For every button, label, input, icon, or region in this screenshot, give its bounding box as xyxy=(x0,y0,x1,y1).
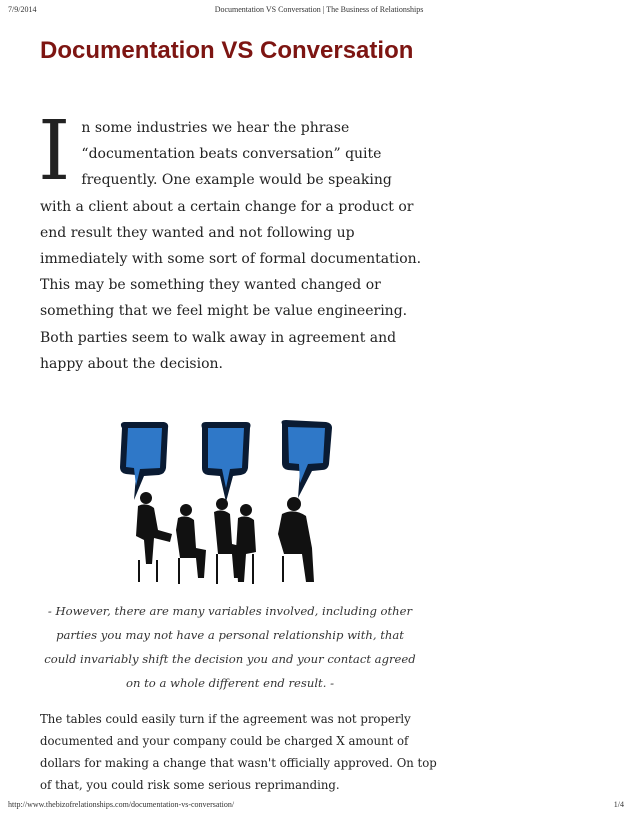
speech-bubbles-icon xyxy=(120,420,332,502)
print-footer xyxy=(0,800,638,820)
page-url: http://www.thebizofrelationships.com/documentation-vs-conversation/ xyxy=(8,800,235,809)
article-title: Documentation VS Conversation xyxy=(40,37,414,64)
print-date: 7/9/2014 xyxy=(8,5,37,14)
article-paragraph-1 xyxy=(38,104,422,377)
pull-quote: - However, there are many variables involved, including other parties you may not have a personal relationship with, that could invariably shift the decision you and your contact agreed on to a whole different end result. - xyxy=(44,604,416,690)
paragraph-1-text: n some industries we hear the phrase “documentation beats conversation” quite frequently. One example would be speaking with a client about a certain change for a product or end result they wanted and not following up immediately with some sort of formal documentation. This may be something they wanted changed or something that we feel might be value engineering. Both parties seem to walk away in agreement and happy about the decision. xyxy=(40,120,422,372)
meeting-illustration xyxy=(114,418,344,588)
page-number: 1/4 xyxy=(613,800,624,809)
people-silhouettes-icon xyxy=(136,492,314,584)
print-page-title: Documentation VS Conversation | The Business of Relationships xyxy=(214,5,424,14)
article-paragraph-2: The tables could easily turn if the agreement was not properly documented and your company could be charged X amount of dollars for making a change that wasn't officially approved. On top of that, you could risk some serious reprimanding. xyxy=(40,712,437,792)
print-header xyxy=(0,0,638,40)
drop-cap-letter: I xyxy=(38,104,71,199)
